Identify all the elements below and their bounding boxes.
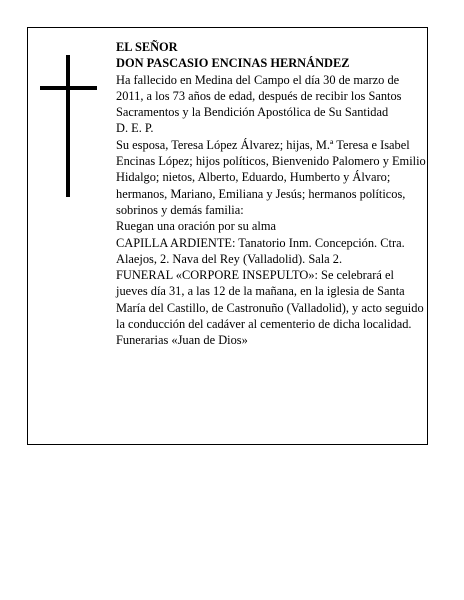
rip-text: D. E. P.	[116, 121, 154, 136]
cross-vertical-bar	[66, 55, 70, 197]
notice-text	[116, 39, 426, 349]
death-paragraph: Ha fallecido en Medina del Campo el día 30 de marzo de 2011, a los 73 años de edad, después de recibir los Santos Sacramentos y la Bendición Apostólica de Su Santidad	[116, 72, 402, 120]
obituary-notice	[27, 27, 428, 445]
deceased-name: DON PASCASIO ENCINAS HERNÁNDEZ	[116, 56, 350, 71]
notice-title-line1: EL SEÑOR	[116, 40, 178, 54]
prayer-request: Ruegan una oración por su alma	[116, 219, 276, 234]
cross-horizontal-bar	[40, 86, 97, 90]
funeral-home: Funerarias «Juan de Dios»	[116, 333, 248, 348]
funeral-paragraph: FUNERAL «CORPORE INSEPULTO»: Se celebrará el jueves día 31, a las 12 de la mañana, en la iglesia de Santa María del Castillo, de Castronuño (Valladolid), y acto seguido la conducción del cadáver al cementerio de dicha localidad.	[116, 268, 424, 332]
chapel-paragraph: CAPILLA ARDIENTE: Tanatorio Inm. Concepción. Ctra. Alaejos, 2. Nava del Rey (Valladolid). Sala 2.	[116, 235, 405, 266]
family-paragraph: Su esposa, Teresa López Álvarez; hijas, M.ª Teresa e Isabel Encinas López; hijos políticos, Bienvenido Palomero y Emilio Hidalgo; nietos, Alberto, Eduardo, Humberto y Álvaro; hermanos, Mariano, Emiliana y Jesús; hermanos políticos, sobrinos y demás familia:	[116, 137, 426, 217]
